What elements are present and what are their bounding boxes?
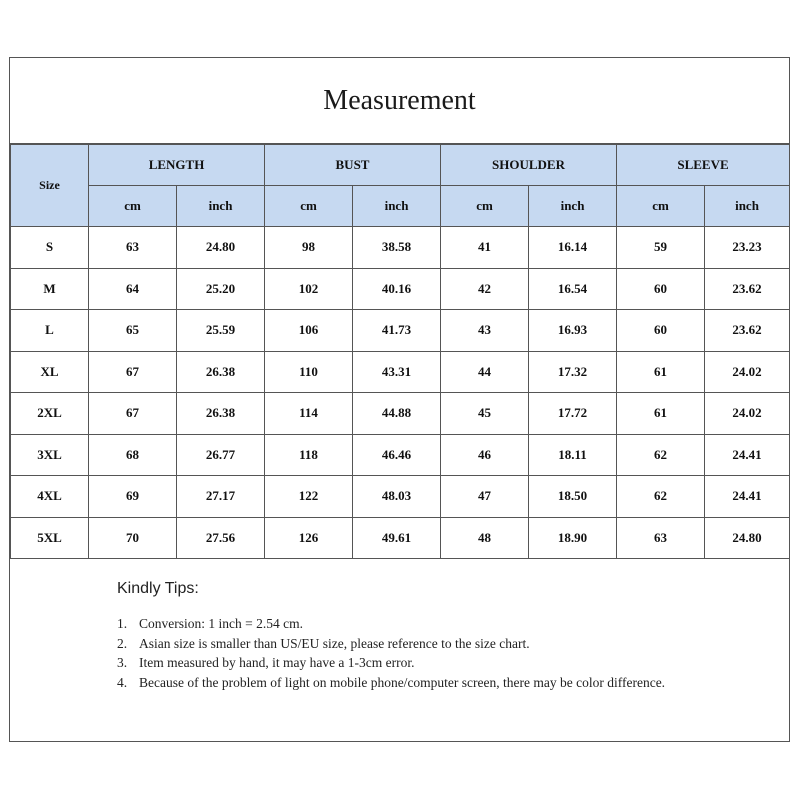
unit-header: inch <box>177 186 265 227</box>
size-cell: 3XL <box>11 434 89 476</box>
measurement-cell: 46.46 <box>353 434 441 476</box>
table-row <box>11 310 790 352</box>
measurement-cell: 106 <box>265 310 353 352</box>
measurement-cell: 24.41 <box>705 434 790 476</box>
group-header-bust: BUST <box>265 145 441 186</box>
measurement-cell: 45 <box>441 393 529 435</box>
measurement-cell: 23.62 <box>705 310 790 352</box>
unit-header: cm <box>617 186 705 227</box>
measurement-cell: 59 <box>617 227 705 269</box>
measurement-cell: 62 <box>617 476 705 518</box>
measurement-cell: 114 <box>265 393 353 435</box>
measurement-cell: 61 <box>617 393 705 435</box>
measurement-cell: 44 <box>441 351 529 393</box>
size-cell: M <box>11 268 89 310</box>
measurement-cell: 16.93 <box>529 310 617 352</box>
tip-number: 4. <box>117 674 128 690</box>
kindly-tips <box>97 566 724 736</box>
measurement-cell: 26.77 <box>177 434 265 476</box>
measurement-cell: 60 <box>617 310 705 352</box>
tip-text: Because of the problem of light on mobile phone/computer screen, there may be color difference. <box>139 674 666 690</box>
unit-header: cm <box>89 186 177 227</box>
size-column-header: Size <box>11 145 89 227</box>
measurement-cell: 42 <box>441 268 529 310</box>
measurement-cell: 40.16 <box>353 268 441 310</box>
size-cell: S <box>11 227 89 269</box>
table-row <box>11 227 790 269</box>
measurement-frame <box>9 57 790 742</box>
measurement-cell: 17.72 <box>529 393 617 435</box>
measurement-cell: 16.14 <box>529 227 617 269</box>
measurement-cell: 61 <box>617 351 705 393</box>
measurement-cell: 18.90 <box>529 517 617 559</box>
measurement-cell: 25.20 <box>177 268 265 310</box>
measurement-cell: 48.03 <box>353 476 441 518</box>
measurement-cell: 46 <box>441 434 529 476</box>
measurement-cell: 47 <box>441 476 529 518</box>
table-row <box>11 393 790 435</box>
measurement-cell: 18.50 <box>529 476 617 518</box>
measurement-cell: 63 <box>617 517 705 559</box>
measurement-cell: 110 <box>265 351 353 393</box>
measurement-cell: 23.23 <box>705 227 790 269</box>
measurement-cell: 27.56 <box>177 517 265 559</box>
measurement-cell: 17.32 <box>529 351 617 393</box>
measurement-cell: 24.02 <box>705 393 790 435</box>
tip-text: Item measured by hand, it may have a 1-3cm error. <box>139 655 415 670</box>
tip-item <box>117 614 677 634</box>
measurement-cell: 69 <box>89 476 177 518</box>
size-cell: L <box>11 310 89 352</box>
measurement-cell: 122 <box>265 476 353 518</box>
size-cell: 2XL <box>11 393 89 435</box>
group-header-length: LENGTH <box>89 145 265 186</box>
tip-item <box>117 634 677 654</box>
unit-header: cm <box>441 186 529 227</box>
tip-number: 2. <box>117 635 128 651</box>
measurement-cell: 65 <box>89 310 177 352</box>
table-row <box>11 517 790 559</box>
measurement-cell: 44.88 <box>353 393 441 435</box>
measurement-cell: 126 <box>265 517 353 559</box>
tip-text: Conversion: 1 inch = 2.54 cm. <box>139 616 303 631</box>
size-cell: 5XL <box>11 517 89 559</box>
table-row <box>11 268 790 310</box>
measurement-cell: 27.17 <box>177 476 265 518</box>
group-header-sleeve: SLEEVE <box>617 145 790 186</box>
measurement-cell: 43.31 <box>353 351 441 393</box>
measurement-cell: 24.80 <box>705 517 790 559</box>
size-cell: 4XL <box>11 476 89 518</box>
measurement-cell: 38.58 <box>353 227 441 269</box>
measurement-cell: 118 <box>265 434 353 476</box>
unit-header: cm <box>265 186 353 227</box>
measurement-cell: 67 <box>89 393 177 435</box>
measurement-cell: 26.38 <box>177 393 265 435</box>
measurement-cell: 24.41 <box>705 476 790 518</box>
measurement-cell: 63 <box>89 227 177 269</box>
measurement-cell: 16.54 <box>529 268 617 310</box>
measurement-cell: 102 <box>265 268 353 310</box>
tips-list <box>117 614 677 692</box>
unit-header: inch <box>529 186 617 227</box>
tip-number: 1. <box>117 616 128 631</box>
size-table-body <box>11 227 790 559</box>
measurement-cell: 67 <box>89 351 177 393</box>
measurement-cell: 62 <box>617 434 705 476</box>
measurement-cell: 68 <box>89 434 177 476</box>
size-table <box>10 144 790 559</box>
measurement-cell: 41.73 <box>353 310 441 352</box>
size-cell: XL <box>11 351 89 393</box>
unit-header: inch <box>705 186 790 227</box>
measurement-cell: 18.11 <box>529 434 617 476</box>
group-header-shoulder: SHOULDER <box>441 145 617 186</box>
tip-number: 3. <box>117 655 128 670</box>
measurement-cell: 24.80 <box>177 227 265 269</box>
measurement-cell: 26.38 <box>177 351 265 393</box>
tip-item <box>117 673 677 693</box>
table-row <box>11 476 790 518</box>
measurement-cell: 25.59 <box>177 310 265 352</box>
measurement-cell: 43 <box>441 310 529 352</box>
measurement-cell: 23.62 <box>705 268 790 310</box>
tip-item <box>117 653 677 673</box>
table-row <box>11 351 790 393</box>
measurement-cell: 49.61 <box>353 517 441 559</box>
table-row <box>11 434 790 476</box>
page-title: Measurement <box>10 58 789 144</box>
measurement-cell: 98 <box>265 227 353 269</box>
measurement-cell: 64 <box>89 268 177 310</box>
measurement-cell: 41 <box>441 227 529 269</box>
measurement-cell: 70 <box>89 517 177 559</box>
measurement-cell: 60 <box>617 268 705 310</box>
tips-title: Kindly Tips: <box>117 580 199 597</box>
unit-header: inch <box>353 186 441 227</box>
tip-text: Asian size is smaller than US/EU size, please reference to the size chart. <box>139 635 530 651</box>
measurement-cell: 48 <box>441 517 529 559</box>
measurement-cell: 24.02 <box>705 351 790 393</box>
